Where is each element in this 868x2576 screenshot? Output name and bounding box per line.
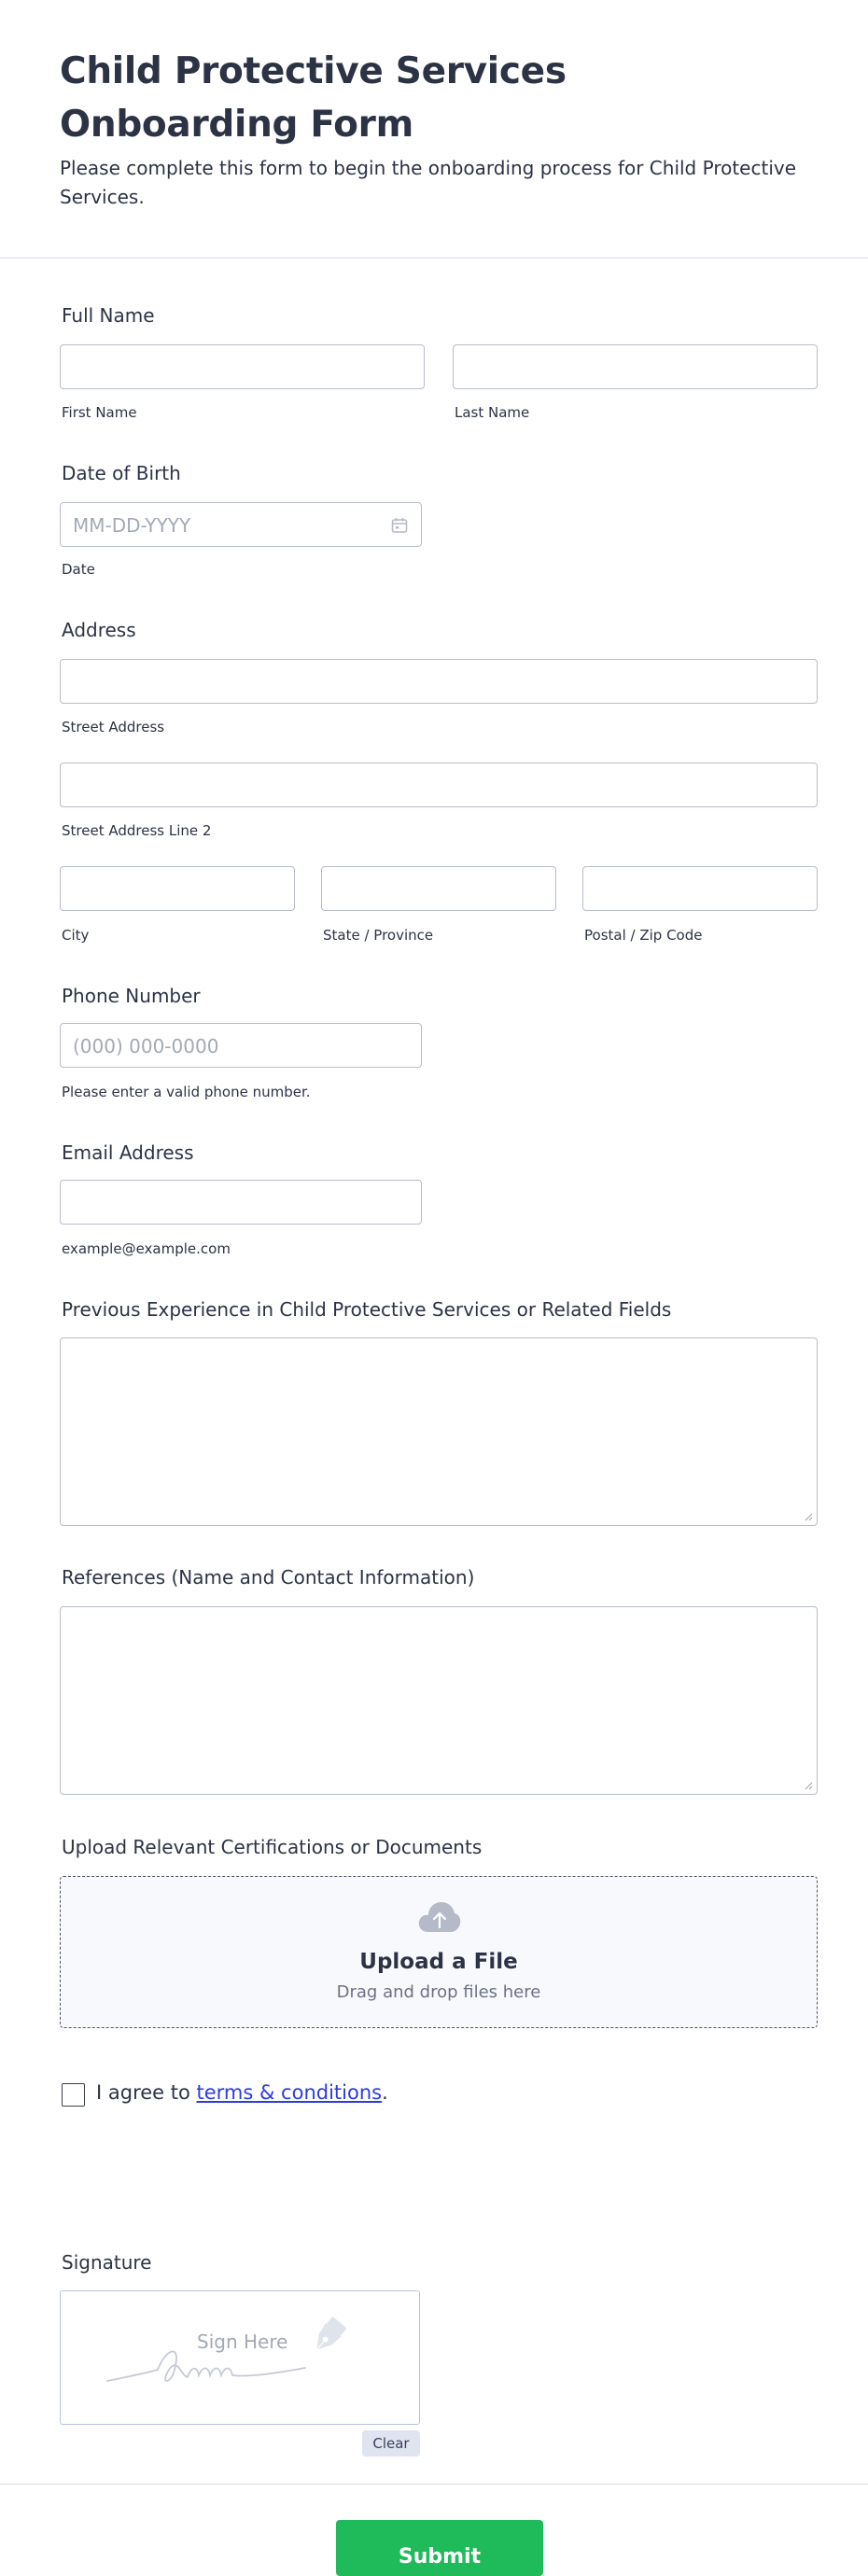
last-name-sublabel: Last Name [455, 404, 530, 421]
state-input[interactable] [321, 866, 556, 911]
email-input[interactable] [60, 1180, 422, 1225]
form-description: Please complete this form to begin the onboarding process for Child Protective Services. [60, 157, 797, 208]
signature-placeholder: Sign Here [197, 2331, 288, 2353]
references-textarea[interactable] [60, 1606, 818, 1795]
state-sublabel: State / Province [323, 927, 434, 944]
dob-placeholder: MM-DD-YYYY [73, 514, 191, 537]
street-address-line2-input[interactable] [60, 763, 818, 807]
dob-sublabel: Date [62, 561, 95, 578]
city-sublabel: City [62, 927, 90, 944]
phone-placeholder: (000) 000-0000 [73, 1035, 219, 1057]
terms-text [96, 2081, 388, 2104]
phone-sublabel: Please enter a valid phone number. [62, 1084, 311, 1100]
street-address-sublabel: Street Address [62, 719, 165, 735]
first-name-sublabel: First Name [62, 404, 137, 421]
phone-label: Phone Number [62, 985, 201, 1007]
footer-divider [0, 2484, 868, 2485]
first-name-input[interactable] [60, 344, 425, 389]
street-address-input[interactable] [60, 659, 818, 704]
terms-link[interactable]: terms & conditions [196, 2081, 383, 2104]
terms-suffix: . [382, 2081, 388, 2104]
dob-label: Date of Birth [62, 462, 181, 484]
signature-pad[interactable] [60, 2290, 420, 2425]
phone-input[interactable] [60, 1023, 422, 1068]
city-input[interactable] [60, 866, 295, 911]
email-sublabel: example@example.com [62, 1240, 231, 1257]
header-divider [0, 258, 868, 259]
experience-label: Previous Experience in Child Protective Services or Related Fields [62, 1298, 672, 1321]
address-label: Address [62, 619, 136, 641]
form-header [60, 45, 806, 212]
full-name-label: Full Name [62, 304, 155, 327]
resize-handle-icon[interactable] [805, 1513, 813, 1521]
submit-button[interactable]: Submit [336, 2520, 543, 2576]
signature-label: Signature [62, 2251, 152, 2274]
signature-scribble-icon [61, 2291, 421, 2426]
zip-input[interactable] [582, 866, 818, 911]
terms-checkbox[interactable] [62, 2083, 85, 2107]
email-label: Email Address [62, 1141, 194, 1164]
last-name-input[interactable] [453, 344, 818, 389]
upload-title: Upload a File [359, 1950, 518, 1974]
experience-textarea[interactable] [60, 1337, 818, 1526]
street-address-line2-sublabel: Street Address Line 2 [62, 822, 212, 839]
upload-hint: Drag and drop files here [336, 1982, 541, 2002]
references-label: References (Name and Contact Information) [62, 1566, 475, 1589]
cloud-upload-icon [417, 1900, 462, 1934]
calendar-icon[interactable] [391, 517, 408, 534]
form-title: Child Protective Services Onboarding Form [60, 50, 567, 146]
file-upload-dropzone[interactable] [60, 1876, 818, 2028]
clear-signature-button[interactable]: Clear [362, 2430, 420, 2457]
dob-input[interactable] [60, 502, 422, 547]
terms-prefix: I agree to [96, 2081, 197, 2104]
zip-sublabel: Postal / Zip Code [584, 927, 703, 944]
resize-handle-icon[interactable] [805, 1782, 813, 1790]
upload-label: Upload Relevant Certifications or Documents [62, 1836, 483, 1858]
